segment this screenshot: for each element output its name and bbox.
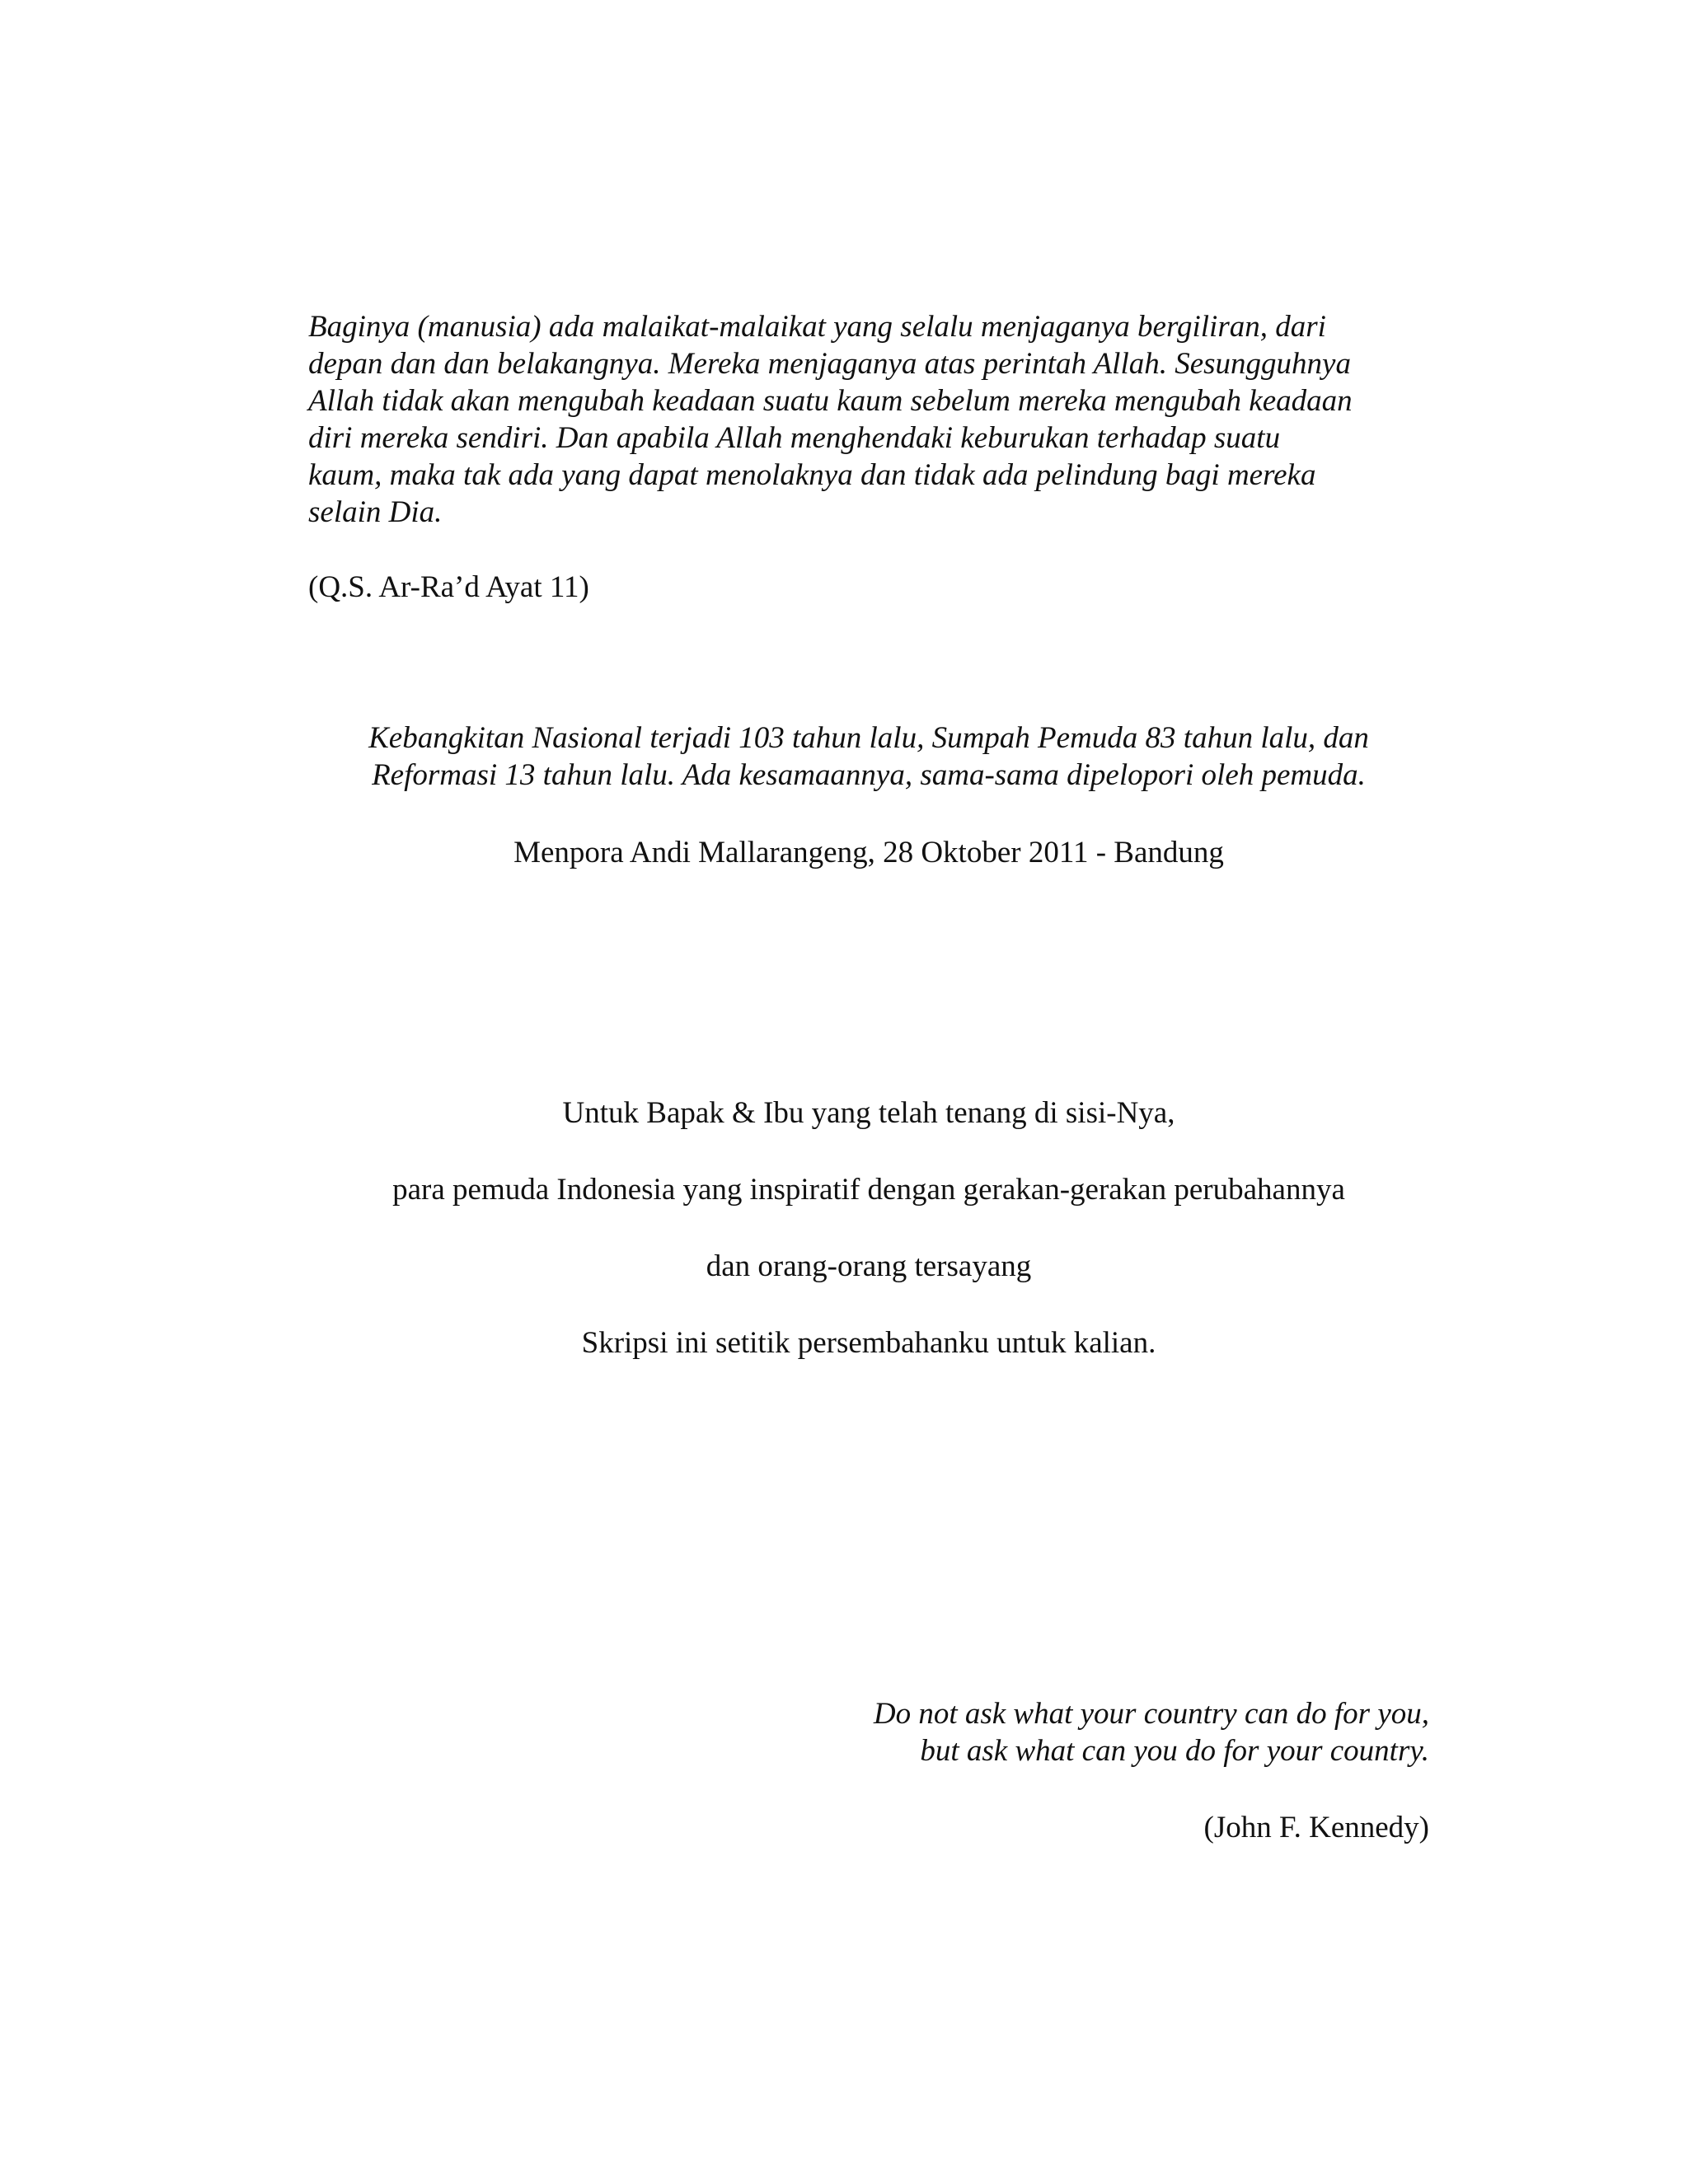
menpora-quote-source: Menpora Andi Mallarangeng, 28 Oktober 2011 - Bandung: [513, 836, 1224, 869]
quran-quote-source: (Q.S. Ar-Ra’d Ayat 11): [308, 570, 589, 604]
dedication-line: Untuk Bapak & Ibu yang telah tenang di sisi-Nya,: [562, 1096, 1175, 1130]
quran-quote-line: Baginya (manusia) ada malaikat-malaikat yang selalu menjaganya bergiliran, dari: [308, 310, 1326, 344]
kennedy-quote-line: but ask what can you do for your country.: [920, 1734, 1429, 1768]
dedication-line: dan orang-orang tersayang: [706, 1249, 1032, 1283]
quran-quote-line: selain Dia.: [308, 495, 443, 529]
kennedy-quote: [308, 1695, 1429, 1769]
quran-quote: [308, 308, 1429, 531]
dedication-line: Skripsi ini setitik persembahanku untuk kalian.: [581, 1326, 1156, 1360]
dedication-line: para pemuda Indonesia yang inspiratif dengan gerakan-gerakan perubahannya: [392, 1173, 1345, 1207]
quran-quote-line: depan dan dan belakangnya. Mereka menjaganya atas perintah Allah. Sesungguhnya: [308, 347, 1351, 381]
kennedy-quote-source: (John F. Kennedy): [1203, 1811, 1429, 1844]
quran-quote-line: kaum, maka tak ada yang dapat menolaknya dan tidak ada pelindung bagi mereka: [308, 458, 1316, 492]
menpora-quote: [308, 719, 1429, 794]
dedication: [308, 1094, 1429, 1401]
quran-quote-line: diri mereka sendiri. Dan apabila Allah menghendaki keburukan terhadap suatu: [308, 421, 1281, 455]
kennedy-quote-line: Do not ask what your country can do for you,: [873, 1697, 1429, 1731]
quran-quote-line: Allah tidak akan mengubah keadaan suatu kaum sebelum mereka mengubah keadaan: [308, 384, 1353, 418]
menpora-quote-line: Reformasi 13 tahun lalu. Ada kesamaannya, sama-sama dipelopori oleh pemuda.: [372, 758, 1366, 792]
menpora-quote-line: Kebangkitan Nasional terjadi 103 tahun lalu, Sumpah Pemuda 83 tahun lalu, dan: [368, 721, 1369, 755]
